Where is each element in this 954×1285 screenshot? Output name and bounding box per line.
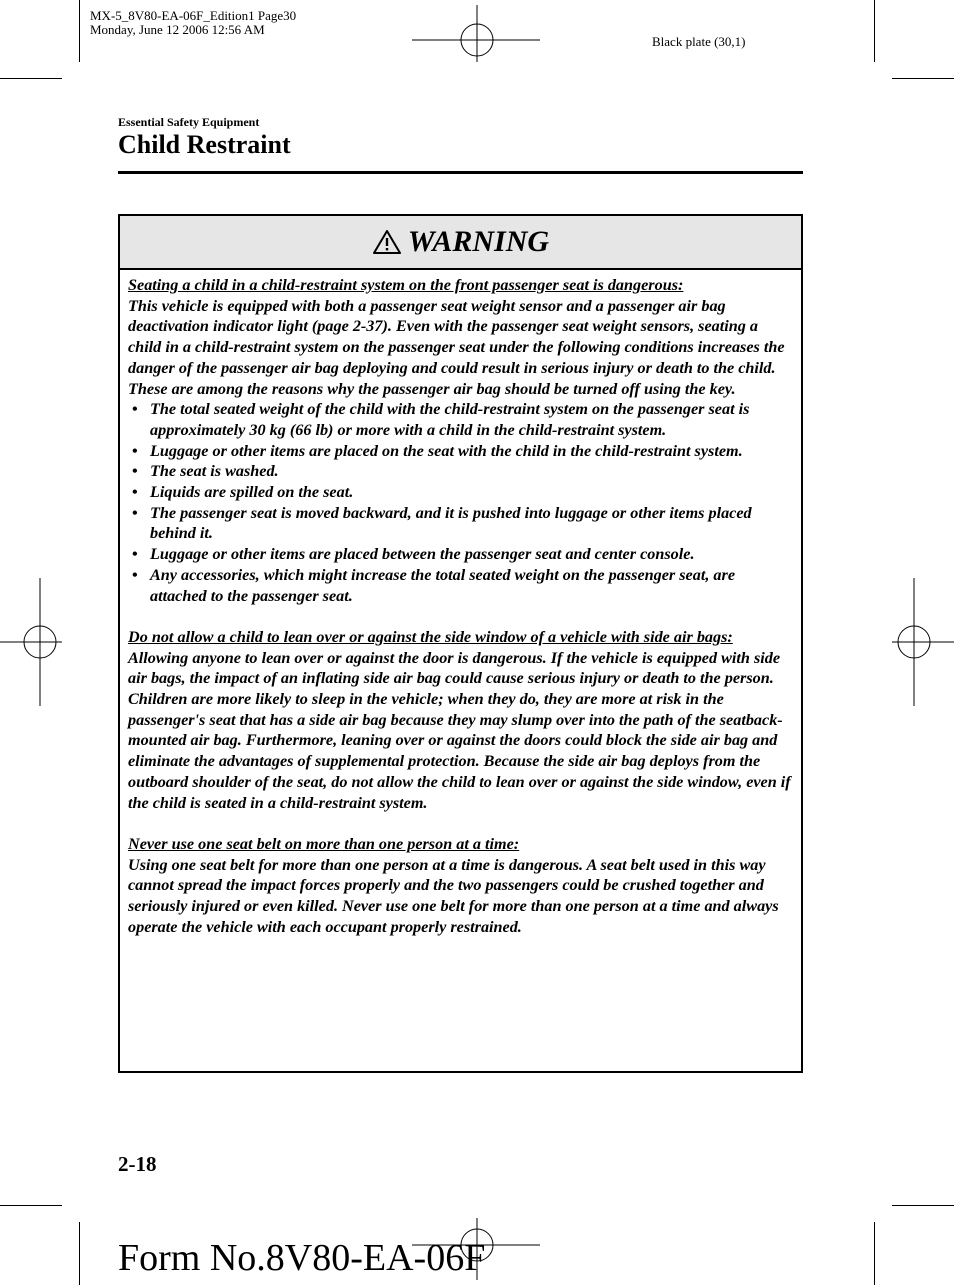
page-title: Child Restraint [118,130,291,159]
warning-triangle-icon [372,229,402,255]
warning-header [120,216,801,270]
warning-text-front-seat: This vehicle is equipped with both a passenger seat weight sensor and a passenger air bag deactivation indicator light (page 2-37). Even with the passenger seat weight sensors, seating a child in a child-restraint system on the passenger seat under the following conditions increases the danger of the passenger air bag deploying and could result in serious injury or death to the child. These are among the reasons why the passenger air bag should be turned off using the key. [128,296,785,398]
warning-text-side-window: Allowing anyone to lean over or against the door is dangerous. If the vehicle is equipped with side air bags, the impact of an inflating side air bag could cause serious injury or death to the person. Children are more likely to sleep in the vehicle; when they do, they are more at risk in the passenger's seat that has a side air bag because they may slump over into the path of the seatback-mounted air bag. Furthermore, leaning over or against the doors could block the side air bag and eliminate the advantages of supplemental protection. Because the side air bag deploys from the outboard shoulder of the seat, do not allow the child to lean over or against the side window, even if the child is seated in a child-restraint system. [128,648,791,812]
warning-body [120,270,801,937]
warning-heading-seat-belt: Never use one seat belt on more than one person at a time: [128,834,520,853]
file-line: MX-5_8V80-EA-06F_Edition1 Page30 [90,8,297,23]
file-info [90,9,296,37]
list-item: • The passenger seat is moved backward, and it is pushed into luggage or other items placed behind it. [128,503,793,544]
condition-list [128,399,793,606]
section-label: Essential Safety Equipment [118,115,260,129]
warning-box [118,214,803,1073]
date-line: Monday, June 12 2006 12:56 AM [90,22,265,37]
list-item: • Luggage or other items are placed between the passenger seat and center console. [128,544,793,565]
page-number: 2-18 [118,1152,157,1176]
list-item: • The total seated weight of the child with the child-restraint system on the passenger seat is approximately 30 kg (66 lb) or more with a child in the child-restraint system. [128,399,793,440]
list-item: • Liquids are spilled on the seat. [128,482,793,503]
warning-title: WARNING [407,225,550,258]
title-rule [118,171,803,174]
warning-text-seat-belt: Using one seat belt for more than one person at a time is dangerous. A seat belt used in this way cannot spread the impact forces properly and the two passengers could be crushed together and seriously injured or even killed. Never use one belt for more than one person at a time and always operate the vehicle with each occupant properly restrained. [128,855,779,936]
warning-heading-front-seat: Seating a child in a child-restraint system on the front passenger seat is dangerous: [128,276,684,294]
list-item: • Any accessories, which might increase the total seated weight on the passenger seat, are attached to the passenger seat. [128,565,793,606]
list-item: • The seat is washed. [128,461,793,482]
warning-heading-side-window: Do not allow a child to lean over or against the side window of a vehicle with side air bags: [128,627,733,646]
plate-label: Black plate (30,1) [652,34,746,49]
form-number: Form No.8V80-EA-06F [118,1237,486,1279]
list-item: • Luggage or other items are placed on the seat with the child in the child-restraint system. [128,441,793,462]
